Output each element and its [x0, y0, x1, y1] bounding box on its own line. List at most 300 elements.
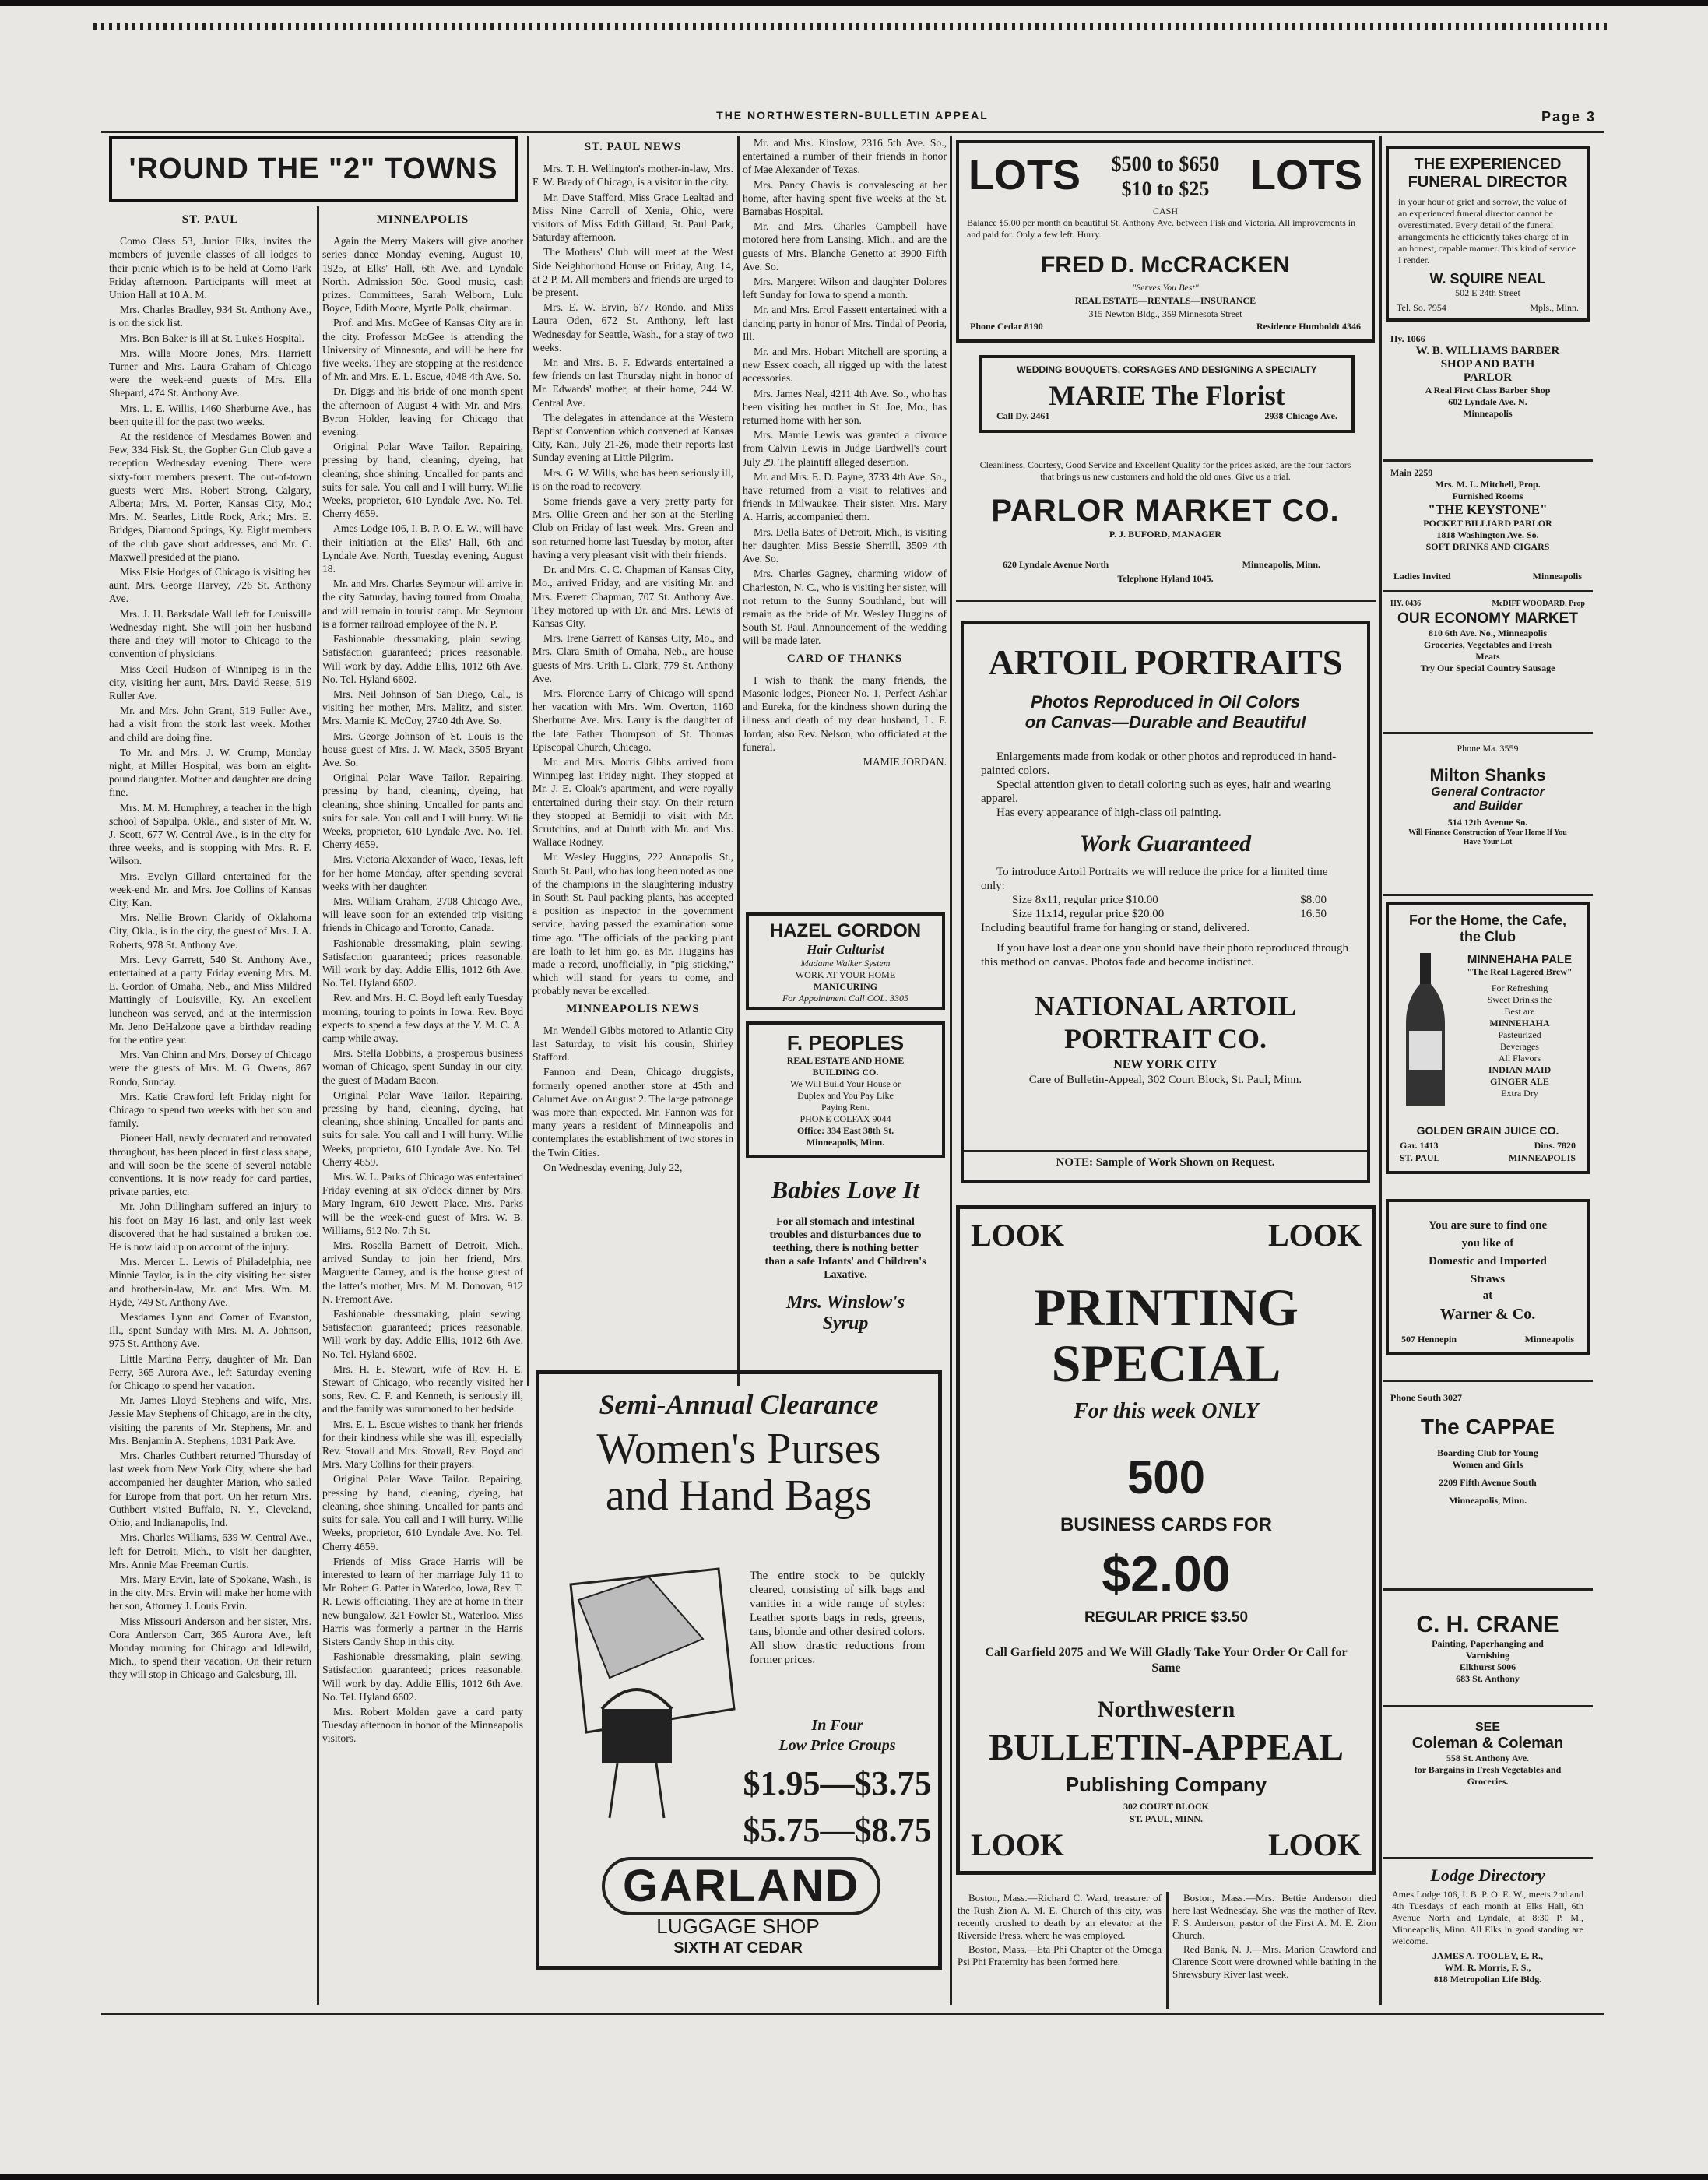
ad-line: Varnishing: [1465, 1650, 1510, 1661]
ad-name: MINNEHAHA PALE: [1467, 953, 1573, 966]
ad-line: Sweet Drinks the: [1487, 994, 1552, 1005]
news-item: Mrs. T. H. Wellington's mother-in-law, Mrs. F. W. Brady of Chicago, is a visitor in the city.: [532, 163, 733, 188]
ad-line: Pasteurized: [1498, 1029, 1541, 1040]
ad-subhead: on Canvas—Durable and Beautiful: [1024, 712, 1306, 732]
ad-line: 683 St. Anthony: [1456, 1673, 1520, 1684]
st-paul-column: [109, 209, 311, 2007]
ad-line: BUILDING CO.: [812, 1067, 879, 1078]
column-rule-1: [317, 206, 319, 2005]
ad-line: 502 E 24th Street: [1455, 287, 1520, 298]
news-item: Mrs. George Johnson of St. Louis is the house guest of Mrs. J. W. Mack, 3505 Bryant Ave. So.: [322, 730, 523, 768]
news-item: To Mr. and Mrs. J. W. Crump, Monday night, at Miller Hospital, was born an eight-pound daughter. Mother and daughter are doing fine.: [109, 746, 311, 799]
garland-logo: GARLAND: [602, 1857, 880, 1915]
ad-brand: Mrs. Winslow's: [785, 1292, 905, 1313]
ad-headline: Babies Love It: [771, 1176, 920, 1204]
ad-line: WEDDING BOUQUETS, CORSAGES AND DESIGNING A SPECIALTY: [1017, 364, 1317, 375]
ad-subhead: Photos Reproduced in Oil Colors: [1031, 692, 1300, 712]
artoil-portraits-ad: [961, 621, 1370, 1183]
printing-special-ad: [956, 1205, 1376, 1875]
column-rule-2: [527, 136, 529, 1386]
section-rule: [1383, 1588, 1593, 1591]
ad-line: REGULAR PRICE $3.50: [1084, 1609, 1249, 1626]
ad-subhead: Work Guaranteed: [1079, 831, 1252, 856]
ad-paragraph: Special attention given to detail coloring such as eyes, hair and wearing apparel.: [981, 779, 1331, 805]
news-item: Original Polar Wave Tailor. Repairing, pressing by hand, cleaning, dyeing, hat cleaning, shoe shining. Uncalled for pants and suits for sale. You call and I will hurry. Willie Weeks, proprietor, 610 Lyndale Ave. No. Tel. Cherry 4659.: [322, 1473, 523, 1552]
news-item: Mrs. M. M. Humphrey, a teacher in the high school of Sapulpa, Okla., and sister of Mr. W. J. Scott, 677 W. Central Ave., is in the city for three weeks, and is stopping with Mrs. R. F. Wilson.: [109, 801, 311, 867]
news-item: Mr. and Mrs. Errol Fassett entertained with a dancing party in honor of Mrs. Tindal of Peoria, Ill.: [743, 304, 947, 343]
ad-headline: FUNERAL DIRECTOR: [1408, 174, 1568, 191]
page-number: Page 3: [1541, 109, 1596, 125]
ad-body: in your hour of grief and sorrow, the value of an experienced funeral director cannot be overestimated. Every detail of the funeral arrangements he efficiently takes charge of in an honest, capable manner. This kind of service I render.: [1398, 196, 1576, 265]
hazel-gordon-ad: [746, 912, 945, 1010]
warner-straws-ad: [1386, 1199, 1590, 1355]
ad-line: For Refreshing: [1491, 983, 1548, 993]
ad-look: LOOK: [971, 1218, 1065, 1253]
ad-name: FRED D. McCRACKEN: [1040, 252, 1290, 278]
news-item: Mrs. Charles Cuthbert returned Thursday of last week from New York City, where she had accompanied her daughter Marion, who sailed for Europe from that port. On her return Mrs. Cuthbert visited Buffalo, N. Y., Cleveland, Ohio, and Indianapolis, Ind.: [109, 1450, 311, 1529]
ad-body: For all stomach and intestinal troubles and disturbances due to teething, there is nothing better than a safe Infants' and Children's Laxative.: [764, 1216, 926, 1281]
news-item: Pioneer Hall, newly decorated and renovated throughout, has been placed in first class shape, and will soon be the scene of several notable conventions. It is now ready for card parties, private parties, etc.: [109, 1132, 311, 1198]
masthead-rule: [101, 131, 1604, 133]
column-heading: ST. PAUL: [181, 213, 239, 226]
ad-price: $2.00: [1102, 1545, 1231, 1602]
news-item: Mrs. Nellie Brown Claridy of Oklahoma City, Okla., is in the city, the guest of Mrs. J. A. Roberts, 978 St. Anthony Ave.: [109, 912, 311, 951]
news-item: Mr. and Mrs. John Grant, 519 Fuller Ave., had a visit from the stork last week. Mother and child are doing fine.: [109, 705, 311, 744]
ad-line: Madame Walker System: [800, 958, 891, 969]
boston-briefs-left: [958, 1892, 1162, 2009]
price-label: Size 11x14, regular price $20.00: [1012, 908, 1165, 920]
ad-line: Office: 334 East 38th St.: [796, 1125, 894, 1136]
ad-line: Mrs. M. L. Mitchell, Prop.: [1435, 479, 1541, 490]
section-rule: [1383, 1857, 1593, 1859]
ad-price: $500 to $650: [1111, 153, 1220, 175]
minnehaha-pale-ad: [1386, 902, 1590, 1174]
ad-line: In Four: [811, 1717, 863, 1734]
ad-line: REAL ESTATE—RENTALS—INSURANCE: [1074, 295, 1256, 306]
ad-paragraph: Has every appearance of high-class oil painting.: [996, 807, 1221, 819]
scan-border-top: [0, 0, 1708, 6]
news-item: Mr. Dave Stafford, Miss Grace Lealtad and Miss Nine Carroll of Xenia, Ohio, were visitors of Miss Edith Gillard, St. Paul Park, Saturday afternoon.: [532, 191, 733, 244]
news-item: Mrs. Victoria Alexander of Waco, Texas, left for her home Monday, after spending several weeks with her daughter.: [322, 853, 523, 892]
price-row: [981, 893, 1350, 907]
news-item: Mr. Wendell Gibbs motored to Atlantic City last Saturday, to visit his cousin, Shirley Stafford.: [532, 1024, 733, 1064]
ad-headline: Lodge Directory: [1430, 1865, 1545, 1885]
ad-headline: LOTS: [1250, 152, 1362, 199]
ad-line: Hy. 1066: [1390, 333, 1425, 344]
news-item: Mrs. J. H. Barksdale Wall left for Louisville Wednesday night. She will join her husband there and they will motor to Chicago to the convention of physicians.: [109, 607, 311, 660]
column-rule-4: [950, 136, 952, 2005]
ad-line: MINNEAPOLIS: [1508, 1152, 1576, 1163]
price-group-1: $1.95—$3.75: [743, 1764, 932, 1802]
ad-line: ST. PAUL, MINN.: [1130, 1813, 1203, 1824]
price-value: 16.50: [1300, 908, 1327, 920]
news-item: Mrs. Katie Crawford left Friday night for Chicago to spend two weeks with her son and family.: [109, 1090, 311, 1130]
ad-line: 507 Hennepin: [1401, 1334, 1457, 1345]
section-banner: 'ROUND THE "2" TOWNS: [109, 136, 518, 202]
ad-body: Balance $5.00 per month on beautiful St. Anthony Ave. between Fisk and Victoria. All improvements in and paid for. Only a few left. Hurry.: [967, 217, 1356, 240]
ad-line: INDIAN MAID: [1488, 1064, 1552, 1075]
card-of-thanks-text: I wish to thank the many friends, the Masonic lodges, Pioneer No. 1, Perfect Ashlar and Eureka, for the kindness shown during the illness and death of my dear husband, L. F. Jordan; also Rev. Nelson, who officiated at the funeral.: [743, 673, 947, 753]
news-item: Mrs. Margeret Wilson and daughter Dolores left Sunday for Iowa to spend a month.: [743, 276, 947, 301]
card-of-thanks-heading: CARD OF THANKS: [786, 652, 903, 665]
ad-line: for Bargains in Fresh Vegetables and Groceries.: [1414, 1764, 1562, 1787]
news-item: Dr. Diggs and his bride of one month spent the afternoon of August 4 with Mr. and Mrs. Byron Holder, leaving for Chicago that evening.: [322, 385, 523, 438]
ad-look: LOOK: [971, 1827, 1065, 1862]
ad-headline: For the Home, the Cafe, the Club: [1408, 912, 1567, 944]
news-item: Miss Elsie Hodges of Chicago is visiting her aunt, Mrs. George Harvey, 726 St. Anthony Ave.: [109, 566, 311, 605]
ad-line: GINGER ALE: [1490, 1076, 1549, 1087]
ad-name: HAZEL GORDON: [769, 920, 922, 941]
ad-line: 620 Lyndale Avenue North: [1003, 559, 1109, 570]
column-heading: MINNEAPOLIS: [376, 213, 469, 226]
ad-line: Care of Bulletin-Appeal, 302 Court Block, St. Paul, Minn.: [1028, 1074, 1302, 1086]
bottom-rule: [101, 2013, 1604, 2015]
news-item: At the residence of Mesdames Bowen and Few, 334 Fisk St., the Gopher Gun Club gave a reception Wednesday evening. There were sixty-four members present. The out-of-town guests were Mrs. Robert Strong, Calgary, Alberta; Mrs. M. Porter, Kansas City, Mo.; Mrs. M. Searles, Little Rock, Ark.; Mrs. E. Bridges, Diamond Springs, Ky. Eight members of the club gave short addresses, and Mr. C. Maxwell presided at the piano.: [109, 431, 311, 563]
ad-line: 818 Metropolian Life Bldg.: [1433, 1974, 1542, 1985]
minneapolis-column: [322, 209, 523, 2007]
ad-brand: Syrup: [822, 1313, 869, 1334]
ad-line: Painting, Paperhanging and: [1432, 1638, 1544, 1649]
st-paul-news-column: [532, 136, 733, 1382]
ad-quantity: 500: [1126, 1451, 1206, 1503]
section-rule: [1383, 459, 1593, 462]
news-item: Mrs. William Graham, 2708 Chicago Ave., will leave soon for an extended trip visiting friends in Chicago and Toronto, Canada.: [322, 895, 523, 934]
bottle-illustration: [1401, 953, 1450, 1109]
ad-line: Phone Cedar 8190: [970, 321, 1043, 332]
ad-line: 302 COURT BLOCK: [1123, 1801, 1210, 1812]
column-rule-6: [1166, 1892, 1169, 2009]
ad-headline: Women's Purses: [596, 1425, 881, 1473]
ad-line: "The Real Lagered Brew": [1467, 966, 1573, 977]
ad-line: Low Price Groups: [778, 1737, 896, 1754]
ad-line: 810 6th Ave. No., Minneapolis: [1428, 628, 1548, 638]
ad-line: Tel. So. 7954: [1397, 302, 1446, 313]
ad-line: ST. PAUL: [1400, 1152, 1440, 1163]
ad-line: Phone South 3027: [1390, 1392, 1463, 1403]
handbag-illustration: [555, 1553, 742, 1826]
news-item: Mrs. Levy Garrett, 540 St. Anthony Ave., entertained at a party Friday evening Mrs. M. E. Gordon of Omaha, Neb., and Miss Mildred Mattingly of Louisville, Ky. An excellent luncheon was served, and at the intermission Mr. Jeno DeHalzone gave a birthday reading for the entire year.: [109, 953, 311, 1046]
ad-line: Minneapolis, Minn.: [1448, 1495, 1527, 1506]
ad-name: C. H. CRANE: [1416, 1612, 1559, 1637]
news-item: Dr. and Mrs. C. C. Chapman of Kansas City, Mo., arrived Friday, and are visiting Mr. and Mrs. Everett Chapman, 707 St. Anthony Ave. They motored up with Dr. and Mrs. Lewis of Kansas City.: [532, 564, 733, 629]
ad-headline: and Hand Bags: [605, 1472, 873, 1520]
ad-eyebrow: Semi-Annual Clearance: [599, 1389, 879, 1420]
news-item: Mrs. Evelyn Gillard entertained for the week-end Mr. and Mrs. Joe Collins of Kansas City, Kan.: [109, 870, 311, 909]
news-item: Fashionable dressmaking, plain sewing. Satisfaction guaranteed; prices reasonable. Will work by day. Addie Ellis, 1012 6th Ave. No. Tel. Hyland 6602.: [322, 1308, 523, 1360]
ad-name: Coleman & Coleman: [1411, 1735, 1564, 1752]
ad-line: Furnished Rooms: [1452, 490, 1523, 501]
ad-line: Minneapolis: [1524, 1334, 1574, 1345]
ad-name: F. PEOPLES: [786, 1031, 905, 1054]
ad-line: All Flavors: [1498, 1053, 1541, 1064]
winslows-syrup-ad: [746, 1168, 945, 1378]
ad-line: PARLOR: [1463, 371, 1513, 384]
ad-line: Call Garfield 2075 and We Will Gladly Take Your Order Or Call for Same: [985, 1646, 1348, 1675]
ad-name: OUR ECONOMY MARKET: [1397, 610, 1578, 627]
ad-line: Phone Ma. 3559: [1457, 743, 1519, 754]
ad-name: W. SQUIRE NEAL: [1429, 271, 1546, 287]
news-item: Mr. and Mrs. Morris Gibbs arrived from Winnipeg last Friday night. They stopped at Mr. J. E. Cloak's apartment, and were royally entertained during their stay. On their return they stopped at Bemidji to visit with Mr. Scrutchins, and at Duluth with Mr. and Mrs. Wallace Rodney.: [532, 755, 733, 849]
ad-line: McDIFF WOODARD, Prop: [1492, 600, 1585, 608]
news-item: Mr. and Mrs. Kinslow, 2316 5th Ave. So., entertained a number of their friends in honor of Mae Alexander of Texas.: [743, 137, 947, 176]
news-item: Fashionable dressmaking, plain sewing. Satisfaction guaranteed; prices reasonable. Will work by day. Addie Ellis, 1012 6th Ave. No. Tel. Hyland 6602.: [322, 937, 523, 990]
ad-name: Milton Shanks: [1429, 765, 1546, 785]
ad-line: MANICURING: [814, 981, 877, 992]
ad-line: You are sure to find one: [1428, 1219, 1548, 1232]
news-item: Mr. and Mrs. B. F. Edwards entertained a few friends on last Thursday night in honor of Mr. Edwards' mother, at their home, 244 W. Central Ave.: [532, 357, 733, 409]
news-item: The delegates in attendance at the Western Baptist Convention which convened at Kansas City, Kan., July 21-26, made their reports last Sunday evening at Little Pilgrim.: [532, 411, 733, 464]
ad-company: PORTRAIT CO.: [1063, 1023, 1267, 1054]
news-item: Prof. and Mrs. McGee of Kansas City are in the city. Professor McGee is attending the University of Minnesota, and will be here for five weeks. They are stopping at the residence of Mr. and Mrs. E. L. Escue, 4048 4th Ave. So.: [322, 317, 523, 383]
ad-line: 2209 Fifth Avenue South: [1439, 1477, 1537, 1488]
ad-line: 2938 Chicago Ave.: [1264, 410, 1337, 421]
news-brief: Boston, Mass.—Eta Phi Chapter of the Omega Psi Phi Fraternity has been formed here.: [958, 1943, 1162, 1967]
news-item: Fashionable dressmaking, plain sewing. Satisfaction guaranteed; prices reasonable. Will work by day. Addie Ellis, 1012 6th Ave. No. Tel. Hyland 6602.: [322, 1651, 523, 1703]
ad-line: Dins. 7820: [1534, 1140, 1576, 1151]
news-item: Mr. and Mrs. Charles Campbell have motored here from Lansing, Mich., and are the guests of Mrs. Blanche Genetto at 3900 Fifth Ave. So.: [743, 220, 947, 272]
ad-name: The CAPPAE: [1420, 1415, 1555, 1439]
ad-line: NEW YORK CITY: [1113, 1058, 1218, 1071]
ad-line: Straws: [1470, 1273, 1506, 1285]
ad-subhead: For this week ONLY: [1074, 1399, 1259, 1423]
news-item: Original Polar Wave Tailor. Repairing, pressing by hand, cleaning, dyeing, hat cleaning, shoe shining. Uncalled for pants and suits for sale. You call and I will hurry. Willie Weeks, proprietor, 610 Lyndale Ave. No. Tel. Cherry 4659.: [322, 441, 523, 520]
ad-line: Duplex and You Pay Like: [797, 1090, 894, 1101]
boston-briefs-right: [1172, 1892, 1376, 2009]
ad-line: Main 2259: [1390, 467, 1433, 478]
funeral-director-ad: [1386, 146, 1590, 322]
price-value: $8.00: [1300, 894, 1327, 906]
marie-florist-ad: [979, 355, 1355, 433]
milton-shanks-ad: [1386, 740, 1590, 864]
ad-line: Boarding Club for Young: [1437, 1447, 1538, 1458]
ad-company: GOLDEN GRAIN JUICE CO.: [1416, 1124, 1559, 1137]
ad-name: "THE KEYSTONE": [1428, 502, 1548, 517]
news-item: Mrs. Charles Gagney, charming widow of Charleston, N. C., who is visiting her sister, will not return to the Sunny Southland, but will remain as the bride of Mr. Wesley Huggins of South St. Paul. Announcement of the wedding will be made later.: [743, 568, 947, 647]
ad-line: Call Dy. 2461: [996, 410, 1050, 421]
ad-look: LOOK: [1267, 1218, 1362, 1253]
masthead: [109, 109, 1596, 132]
news-item: Mr. and Mrs. E. D. Payne, 3733 4th Ave. So., have returned from a visit to relatives and friends in Milwaukee. Their sister, Mrs. Mary A. Harris, accompanied them.: [743, 470, 947, 523]
masthead-title: THE NORTHWESTERN-BULLETIN APPEAL: [716, 109, 989, 121]
news-item: Mrs. Neil Johnson of San Diego, Cal., is visiting her mother, Mrs. Malitz, and sister, Mrs. Mamie K. McCoy, 2740 4th Ave. So.: [322, 687, 523, 727]
ad-line: A Real First Class Barber Shop: [1425, 385, 1551, 396]
news-item: Mr. Wesley Huggins, 222 Annapolis St., South St. Paul, who has long been noted as one of the champions in the slaughtering industry in South St. Paul packing plants, has accepted a position as inspector in the government service, having passed the examination some time ago. "The officials of the packing plant are loath to let him go, as Mr. Huggins has made a record, unofficially, in "pig sticking," which will stand for years to come, and probably never be excelled.: [532, 851, 733, 997]
news-item: Original Polar Wave Tailor. Repairing, pressing by hand, cleaning, dyeing, hat cleaning, shoe shining. Uncalled for pants and suits for sale. You call and I will hurry. Willie Weeks, proprietor, 610 Lyndale Ave. No. Tel. Cherry 4659.: [322, 1088, 523, 1168]
ad-name: MARIE The Florist: [1049, 380, 1285, 411]
ad-headline: LOTS: [968, 152, 1081, 199]
section-rule: [1383, 590, 1593, 592]
news-item: Ames Lodge 106, I. B. P. O. E. W., will have their initiation at the Elks' Hall, 6th and Lyndale Ave. North, Tuesday evening, August 18.: [322, 522, 523, 575]
news-item: Mr. John Dillingham suffered an injury to his foot on May 16 last, and only last week discovered that he had sustained a broken toe. He is now laid up on account of the injury.: [109, 1201, 311, 1254]
ad-line: SIXTH AT CEDAR: [673, 1939, 803, 1957]
lodge-directory: [1386, 1862, 1590, 2010]
news-item: Mrs. Charles Bradley, 934 St. Anthony Ave., is on the sick list.: [109, 304, 311, 329]
ad-paragraph: To introduce Artoil Portraits we will reduce the price for a limited time only:: [981, 866, 1328, 892]
ad-paragraph: If you have lost a dear one you should have their photo reproduced through this method on canvas. Photos fade and become indistinct.: [981, 942, 1348, 969]
ad-line: Groceries, Vegetables and Fresh Meats: [1423, 639, 1552, 662]
ad-name: PARLOR MARKET CO.: [991, 494, 1340, 528]
news-item: Mrs. Robert Molden gave a card party Tuesday afternoon in honor of the Minneapolis visitors.: [322, 1705, 523, 1745]
news-item: Mrs. Stella Dobbins, a prosperous business woman of Chicago, spent Sunday in our city, the guest of Madam Bacon.: [322, 1047, 523, 1086]
news-item: Mr. James Lloyd Stephens and wife, Mrs. Jessie May Stephens of Chicago, are in the city, visiting the parents of Mr. Stephens, Mr. and Mrs. Benjamin A. Stephens, 1031 Park Ave.: [109, 1394, 311, 1447]
ad-line: PHONE COLFAX 9044: [800, 1113, 891, 1124]
news-item: Mrs. W. L. Parks of Chicago was entertained Friday evening at six o'clock dinner by Mrs. Mary Ingram, 610 Jewett Place. Mrs. Parks will be the week-end guest of Mrs. W. B. Williams, 612 No. 7th St.: [322, 1171, 523, 1236]
economy-market-ad: [1386, 598, 1590, 707]
ad-line: Best are: [1504, 1006, 1535, 1017]
lots-ad: [956, 140, 1375, 343]
ad-line: POCKET BILLIARD PARLOR: [1423, 518, 1552, 529]
news-item: Mrs. Della Bates of Detroit, Mich., is visiting her daughter, Miss Bessie Sherrill, 3509 4th Ave. So.: [743, 526, 947, 565]
ad-line: Try Our Special Country Sausage: [1420, 663, 1555, 673]
ad-headline: PRINTING: [1033, 1278, 1299, 1337]
news-item: Mrs. H. E. Stewart, wife of Rev. H. E. Stewart of Chicago, who recently visited her sons, Rev. C. F. and Kenneth, is seriously ill, and the family was summoned to her bedside.: [322, 1362, 523, 1415]
ad-line: BUSINESS CARDS FOR: [1060, 1514, 1273, 1535]
ad-line: Beverages: [1500, 1041, 1539, 1052]
ad-line: Elkhurst 5006: [1459, 1661, 1516, 1672]
ad-line: Minneapolis, Minn.: [806, 1137, 885, 1148]
keystone-billiards-ad: [1386, 467, 1590, 584]
news-item: Mrs. Pancy Chavis is convalescing at her home, after having spent five weeks at the St. Barnabas Hospital.: [743, 178, 947, 218]
ad-line: 315 Newton Bldg., 359 Minnesota Street: [1088, 308, 1242, 319]
column-rule-5: [1379, 136, 1382, 2005]
news-item: Friends of Miss Grace Harris will be interested to learn of her marriage July 11 to Mr. Robert G. Patter in Waterloo, Iowa, Rev. T. R. Lewis officiating. They are at home in their new bungalow, 321 Fowler St., Waterloo. Miss Harris was formerly a partner in the Harris Sisters Candy Shop in this city.: [322, 1555, 523, 1647]
ad-line: 1818 Washington Ave. So.: [1436, 529, 1539, 540]
coleman-ad: [1386, 1711, 1590, 1820]
ad-line: Women and Girls: [1452, 1459, 1523, 1470]
section-rule: [1383, 732, 1593, 734]
ad-line: We Will Build Your House or: [790, 1078, 901, 1089]
ad-paragraph: Enlargements made from kodak or other photos and reproduced in hand-painted colors.: [981, 751, 1337, 777]
ad-line: SHOP AND BATH: [1440, 358, 1535, 371]
news-item: Miss Missouri Anderson and her sister, Mrs. Cora Anderson Carr, 365 Aurora Ave., left Monday morning for Chicago and Idlewild, Mich., to spend their vacation. On their return they will stop in Chicago and Galesburg, Ill.: [109, 1615, 311, 1681]
price-label: Size 8x11, regular price $10.00: [1012, 894, 1158, 906]
ad-line: LUGGAGE SHOP: [656, 1915, 820, 1938]
ad-line: HY. 0436: [1390, 600, 1422, 608]
ad-look: LOOK: [1267, 1827, 1362, 1862]
scan-perforation: [93, 23, 1611, 30]
news-item: Mrs. E. L. Escue wishes to thank her friends for their kindness while she was ill, especially Rev. Stovall and Mrs. Stovall, Rev. Boyd and Mrs. Mary Collins for their prayers.: [322, 1418, 523, 1471]
news-item: Mrs. Irene Garrett of Kansas City, Mo., and Mrs. Clara Smith of Omaha, Neb., are house guests of Mrs. Urith L. Clark, 779 St. Anthony Ave.: [532, 632, 733, 684]
ad-line: JAMES A. TOOLEY, E. R.,: [1432, 1950, 1544, 1961]
ad-price: $10 to $25: [1121, 178, 1210, 200]
ad-company: BULLETIN-APPEAL: [988, 1727, 1344, 1768]
news-item: Mrs. E. W. Ervin, 677 Rondo, and Miss Laura Oden, 672 St. Anthony, left last Wednesday for Seattle, Wash., for a stay of two weeks.: [532, 301, 733, 353]
ad-name: Warner & Co.: [1439, 1306, 1536, 1323]
ad-line: Domestic and Imported: [1429, 1255, 1547, 1268]
ad-line: Extra Dry: [1501, 1088, 1538, 1099]
ad-line: WORK AT YOUR HOME: [795, 969, 896, 980]
news-item: Mrs. Mamie Lewis was granted a divorce from Calvin Lewis in Judge Bardwell's court July 29. The plaintiff alleged desertion.: [743, 429, 947, 468]
ad-body: [964, 733, 1367, 820]
ad-line: "Serves You Best": [1132, 282, 1199, 293]
ad-headline: ARTOIL PORTRAITS: [988, 642, 1343, 682]
f-peoples-ad: [746, 1021, 945, 1158]
news-item: Again the Merry Makers will give another series dance Monday evening, August 10, 1925, at Elks' Hall, 6th Ave. and Lyndale North. Admission 50c. Good music, cash prizes. Committees, Sarah Welborn, Lulu Boyce, Edith Moore, Myrtle Polk, chairman.: [322, 235, 523, 315]
ad-line: SOFT DRINKS AND CIGARS: [1425, 541, 1550, 552]
news-brief: Red Bank, N. J.—Mrs. Marion Crawford and Clarence Scott were drowned while bathing in the Shrewsbury River last week.: [1172, 1943, 1376, 1980]
news-item: Fannon and Dean, Chicago druggists, formerly opened another store at 45th and Calumet Ave. on August 2. The large patronage was more than expected. Mr. Fannon was for many years a resident of Minneapolis and contemplates the establishment of two stores in the Twin Cities.: [532, 1066, 733, 1159]
news-item: Original Polar Wave Tailor. Repairing, pressing by hand, cleaning, dyeing, hat cleaning, shoe shining. Uncalled for pants and suits for sale. You call and I will hurry. Willie Weeks, proprietor, 610 Lyndale Ave. No. Tel. Cherry 4659.: [322, 772, 523, 851]
ad-paragraph: Including beautiful frame for hanging or stand, delivered.: [981, 922, 1250, 934]
ad-line: Hair Culturist: [807, 942, 884, 957]
purses-ad: [536, 1370, 942, 1970]
ad-line: Residence Humboldt 4346: [1256, 321, 1361, 332]
ad-line: MINNEHAHA: [1489, 1018, 1550, 1028]
section-rule: [1383, 1380, 1593, 1382]
news-item: Mrs. Rosella Barnett of Detroit, Mich., arrived Sunday to join her friend, Mrs. Marguerite Carney, and is the house guest of the latter's mother, Mrs. M. M. Donovan, 912 N. Fremont Ave.: [322, 1239, 523, 1305]
ad-headline: SPECIAL: [1051, 1334, 1281, 1393]
ad-line: Ladies Invited: [1393, 571, 1451, 582]
ad-body: The entire stock to be quickly cleared, consisting of silk bags and vanities in a wide range of styles: Leather sports bags in reds, greens, tans, blonde and other desired colors. All show drastic reductions from former prices.: [750, 1570, 925, 1666]
column-heading: MINNEAPOLIS NEWS: [566, 1002, 700, 1015]
ad-line: Minneapolis: [1463, 408, 1513, 419]
news-item: Little Martina Perry, daughter of Mr. Dan Perry, 365 Aurora Ave., left Saturday evening for Chicago to spend her vacation.: [109, 1352, 311, 1392]
ad-line: Mpls., Minn.: [1530, 302, 1579, 313]
ad-company: Publishing Company: [1065, 1773, 1267, 1796]
ad-line: Will Finance Construction of Your Home If You Have Your Lot: [1408, 828, 1567, 846]
ad-line: at: [1482, 1289, 1493, 1302]
ad-line: Paying Rent.: [821, 1102, 870, 1113]
ad-line: 602 Lyndale Ave. N.: [1448, 396, 1527, 407]
section-rule: [1383, 894, 1593, 896]
news-item: Mrs. Van Chinn and Mrs. Dorsey of Chicago were the guests of Mrs. M. G. Owens, 867 Rondo, Sunday.: [109, 1049, 311, 1088]
ad-line: SEE: [1474, 1721, 1500, 1734]
ad-line: For Appointment Call COL. 3305: [782, 993, 909, 1004]
ad-note: NOTE: Sample of Work Shown on Request.: [964, 1150, 1367, 1169]
column-heading: ST. PAUL NEWS: [584, 141, 682, 153]
ad-body: Cleanliness, Courtesy, Good Service and Excellent Quality for the prices asked, are the four factors that brings us new customers and hold the old ones. Give us a trial.: [979, 459, 1351, 482]
news-item: Mrs. Charles Williams, 639 W. Central Ave., left for Detroit, Mich., to visit her daughter, Mrs. Annie Mae Freeman Curtis.: [109, 1531, 311, 1570]
news-item: Mesdames Lynn and Comer of Evanston, Ill., spent Sunday with Mrs. M. A. Johnson, 975 St. Anthony Ave.: [109, 1311, 311, 1350]
ad-line: Minneapolis, Minn.: [1242, 559, 1320, 570]
news-item: Mr. and Mrs. Hobart Mitchell are sporting a new Essex coach, all rigged up with the latest accessories.: [743, 346, 947, 385]
news-item: Mr. and Mrs. Charles Seymour will arrive in the city Saturday, having toured from Omaha, and will remain in tourist camp. Mr. Seymour is a former railroad employee of the N. P.: [322, 578, 523, 630]
news-item: Fashionable dressmaking, plain sewing. Satisfaction guaranteed; prices reasonable. Will work by day. Addie Ellis, 1012 6th Ave. No. Tel. Hyland 6602.: [322, 633, 523, 685]
ad-copy: [1451, 953, 1588, 1099]
cappae-ad: [1386, 1386, 1590, 1549]
ad-line: and Builder: [1453, 800, 1522, 813]
ad-line: CASH: [1152, 206, 1178, 216]
column-rule-3: [737, 136, 740, 1386]
news-item: Some friends gave a very pretty party for Mrs. Ollie Green and her son at the Sterling Club on Friday of last week. Mrs. Green and son returned home last Tuesday by motor, after having a very pleasant visit with their friends.: [532, 495, 733, 561]
news-item: Mrs. James Neal, 4211 4th Ave. So., who has been visiting her mother in St. Joe, Mo., has returned home with her son.: [743, 387, 947, 427]
news-item: Mrs. Florence Larry of Chicago will spend her vacation with Mrs. Wm. Overton, 1160 Sherburne Ave. Mrs. Larry is the daughter of the late Father Thompson of St. Thomas Episcopal Church, Chicago.: [532, 687, 733, 753]
barber-shop-ad: [1386, 333, 1590, 450]
news-item: The Mothers' Club will meet at the West Side Neighborhood House on Friday, Aug. 14, at 2 P. M. All members and friends are urged to be present.: [532, 246, 733, 299]
parlor-market-ad: [956, 452, 1375, 592]
news-brief: Boston, Mass.—Richard C. Ward, treasurer of the Rush Zion A. M. E. Church of this city, was recently crushed to death by an elevator at the Riverside Press, where he was employed.: [958, 1892, 1162, 1941]
news-item: Miss Cecil Hudson of Winnipeg is in the city, visiting her aunt, Mrs. David Reese, 519 Ruller Ave.: [109, 663, 311, 701]
ad-company: Northwestern: [1097, 1697, 1235, 1722]
news-item: Como Class 53, Junior Elks, invites the members of juvenile classes of all lodges to their picnic which is to be held at Como Park Friday afternoon. Participants will meet at Union Hall at 10 A. M.: [109, 235, 311, 301]
news-item: Mrs. G. W. Wills, who has been seriously ill, is on the road to recovery.: [532, 466, 733, 492]
ad-line: Gar. 1413: [1400, 1140, 1439, 1151]
ad-body: Ames Lodge 106, I. B. P. O. E. W., meets 2nd and 4th Tuesdays of each month at Elks Hall, 6th Avenue North and Lyndale, at 8:30 P. M., Minneapolis, Minn. All Elks in good standing are welcome.: [1392, 1889, 1583, 1946]
crane-painting-ad: [1386, 1596, 1590, 1697]
ad-line: Telephone Hyland 1045.: [1117, 573, 1214, 584]
ad-line: Minneapolis: [1532, 571, 1582, 582]
news-item: Mrs. Mercer L. Lewis of Philadelphia, nee Minnie Taylor, is in the city visiting her sister and brother-in-law, Mr. and Mrs. Wm. M. Hyde, 749 St. Anthony Ave.: [109, 1256, 311, 1308]
ad-line: you like of: [1461, 1237, 1514, 1250]
price-row: [981, 907, 1350, 921]
scan-border-bottom: [0, 2174, 1708, 2180]
price-group-2: $5.75—$8.75: [743, 1811, 932, 1849]
section-rule: [956, 600, 1376, 602]
news-brief: Boston, Mass.—Mrs. Bettie Anderson died here last Wednesday. She was the mother of Rev. F. S. Anderson, pastor of the First A. M. E. Zion Church.: [1172, 1892, 1376, 1941]
ad-line: WM. R. Morris, F. S.,: [1444, 1962, 1531, 1973]
section-rule: [1383, 1705, 1593, 1707]
news-item: Mrs. Ben Baker is ill at St. Luke's Hospital.: [120, 332, 304, 344]
